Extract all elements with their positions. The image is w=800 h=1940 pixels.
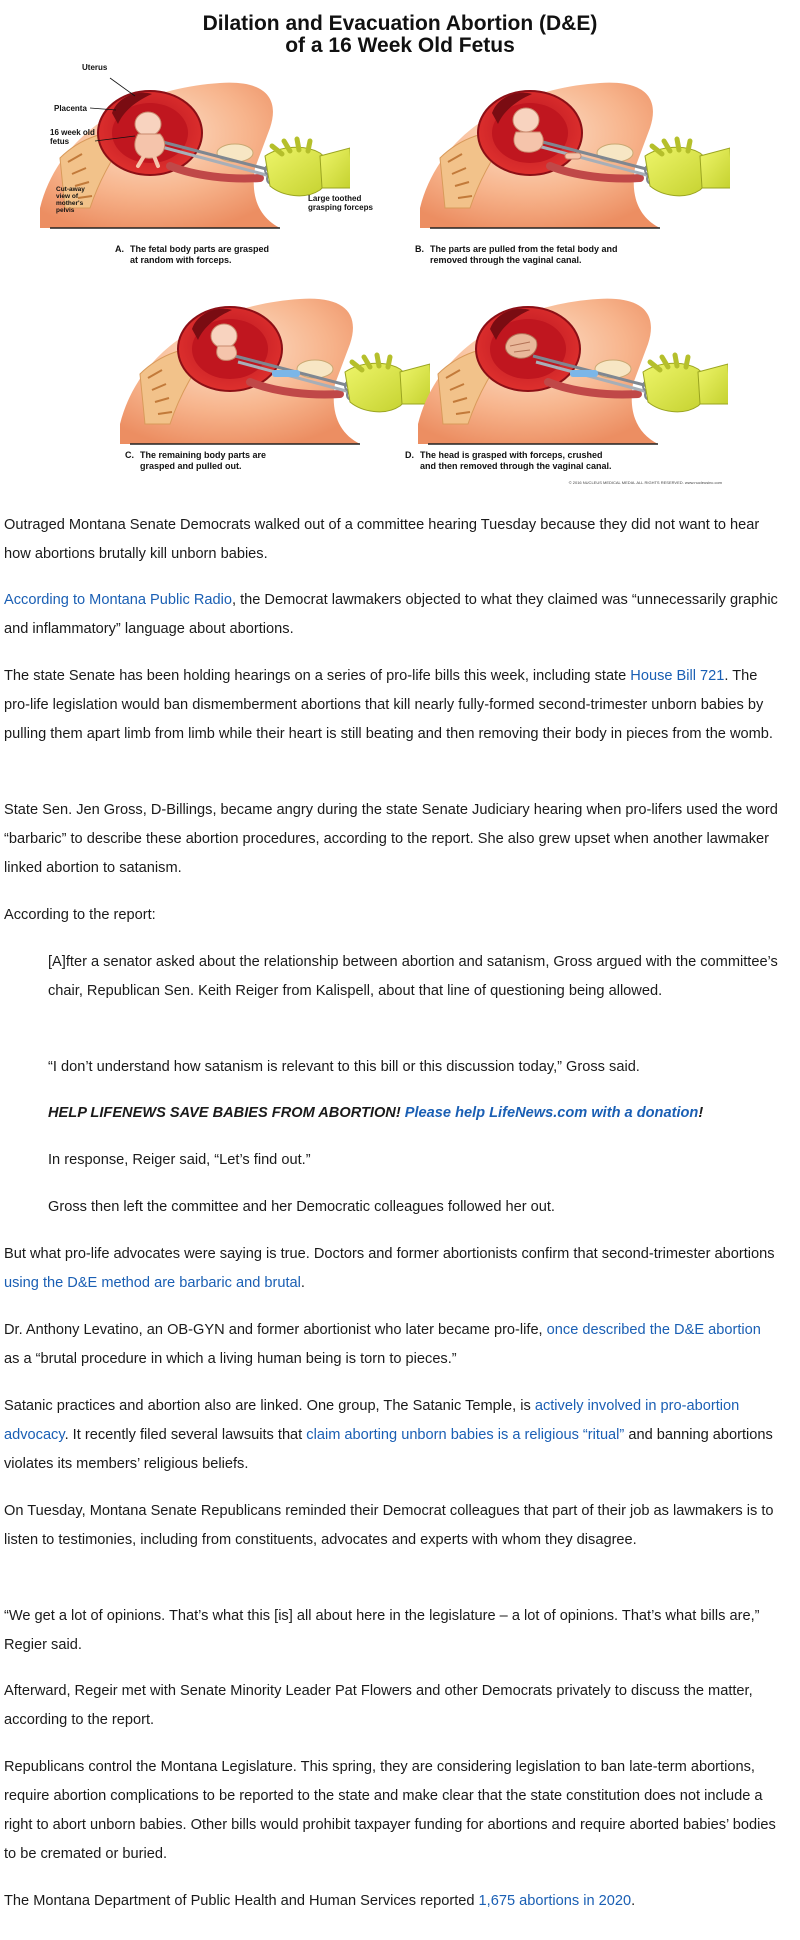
paragraph-5 [4, 901, 780, 930]
figure-title-line1: Dilation and Evacuation Abortion (D&E) [202, 12, 598, 35]
panel-c-illustration [100, 274, 430, 464]
paragraph-13-text-b: . [631, 1893, 636, 1909]
panel-c-caption: The remaining body parts are grasped and pulled out. [140, 450, 267, 471]
paragraph-8 [4, 1392, 780, 1479]
figure-copyright: © 2016 NUCLEUS MEDICAL MEDIA. ALL RIGHTS RESERVED. www.nucleusinc.com [568, 480, 722, 485]
religious-ritual-link[interactable]: claim aborting unborn babies is a religious “ritual” [306, 1427, 625, 1443]
paragraph-8-text-c: and banning abortions violates its members’ religious beliefs. [4, 1427, 773, 1472]
paragraph-8-text-a: Satanic practices and abortion also are linked. One group, The Satanic Temple, is [4, 1398, 535, 1414]
quote-2 [48, 1053, 784, 1082]
paragraph-6 [4, 1240, 780, 1298]
levatino-dne-link[interactable]: once described the D&E abortion [546, 1322, 761, 1338]
montana-public-radio-link[interactable]: According to Montana Public Radio [4, 592, 232, 608]
panel-d-caption: The head is grasped with forceps, crushed and then removed through the vaginal canal. [420, 450, 612, 471]
quote-5 [48, 1193, 784, 1222]
paragraph-7-text-a: Dr. Anthony Levatino, an OB-GYN and former abortionist who later became pro-life, [4, 1322, 547, 1338]
paragraph-2 [4, 586, 780, 644]
paragraph-3-text-a: The state Senate has been holding hearings on a series of pro-life bills this week, including state [4, 668, 631, 684]
paragraph-3 [4, 662, 780, 749]
figure-title-line2: of a 16 Week Old Fetus [285, 34, 515, 57]
label-fetus: 16 week old fetus [50, 128, 95, 146]
paragraph-2-text: , the Democrat lawmakers objected to what they claimed was “unnecessarily graphic and inflammatory” language about abortions. [4, 592, 778, 637]
panel-c-letter: C. [125, 450, 134, 460]
dne-barbaric-link[interactable]: using the D&E method are barbaric and brutal [4, 1275, 301, 1291]
quote-3 [48, 1099, 784, 1128]
panel-a-illustration [20, 58, 350, 248]
label-uterus: Uterus [82, 63, 108, 72]
panel-c [100, 274, 430, 471]
panel-b-letter: B. [415, 244, 424, 254]
paragraph-9-text: On Tuesday, Montana Senate Republicans reminded their Democrat colleagues that part of their job as lawmakers is to listen to testimonies, including from constituents, advocates and experts with whom they disagree. [4, 1503, 774, 1548]
panel-d-illustration [398, 274, 728, 464]
quote-1 [48, 948, 784, 1006]
label-forceps: Large toothed grasping forceps [308, 194, 373, 212]
paragraph-13-text-a: The Montana Department of Public Health and Human Services reported [4, 1893, 479, 1909]
panel-d [398, 274, 728, 471]
paragraph-4-text: State Sen. Jen Gross, D-Billings, became angry during the state Senate Judiciary hearing when pro-lifers used the word “barbaric” to describe these abortion procedures, according to the report. She also grew upset when another lawmaker linked abortion to satanism. [4, 802, 778, 876]
label-placenta: Placenta [54, 104, 87, 113]
quote-4 [48, 1146, 784, 1175]
paragraph-7-text-b: as a “brutal procedure in which a living human being is torn to pieces.” [4, 1351, 457, 1367]
quote-5-text: Gross then left the committee and her Democratic colleagues followed her out. [48, 1199, 555, 1215]
panel-b-illustration [400, 58, 730, 248]
label-pelvis: Cut-away view of mother's pelvis [56, 186, 85, 214]
quote-2-text: “I don’t understand how satanism is relevant to this bill or this discussion today,” Gross said. [48, 1059, 640, 1075]
help-lifenews-text: HELP LIFENEWS SAVE BABIES FROM ABORTION! [48, 1105, 401, 1121]
paragraph-5-text: According to the report: [4, 907, 156, 923]
abortions-2020-link[interactable]: 1,675 abortions in 2020 [478, 1893, 632, 1909]
paragraph-13 [4, 1887, 780, 1916]
donation-punctuation: ! [698, 1105, 704, 1121]
donation-link[interactable]: Please help LifeNews.com with a donation [404, 1105, 699, 1121]
panel-a [20, 58, 373, 265]
paragraph-6-text-b: . [300, 1275, 305, 1291]
quote-1-text: [A]fter a senator asked about the relationship between abortion and satanism, Gross argued with the committee’s chair, Republican Sen. Keith Reiger from Kalispell, about that line of questioning being allowed. [48, 954, 778, 999]
paragraph-9 [4, 1497, 780, 1555]
satanic-temple-advocacy-link[interactable]: actively involved in pro-abortion advocacy [4, 1398, 740, 1443]
paragraph-12-text: Republicans control the Montana Legislature. This spring, they are considering legislation to ban late-term abortions, require abortion complications to be reported to the state and make clear that the state constitution does not include a right to abort unborn babies. Other bills would prohibit taxpayer funding for abortions and require aborted babies’ bodies to be cremated or buried. [4, 1759, 776, 1862]
paragraph-11-text: Afterward, Regeir met with Senate Minority Leader Pat Flowers and other Democrats privately to discuss the matter, according to the report. [4, 1683, 753, 1728]
paragraph-12 [4, 1753, 780, 1869]
paragraph-3-text-b: . The pro-life legislation would ban dismemberment abortions that kill nearly fully-formed second-trimester unborn babies by pulling them apart limb from limb while their heart is still beating and then removing their body in pieces from the womb. [4, 668, 773, 742]
dne-illustration [0, 0, 800, 490]
paragraph-10 [4, 1602, 780, 1660]
panel-a-letter: A. [115, 244, 124, 254]
paragraph-7 [4, 1316, 780, 1374]
paragraph-8-text-b: . It recently filed several lawsuits that [64, 1427, 307, 1443]
quote-4-text: In response, Reiger said, “Let’s find out.” [48, 1152, 311, 1168]
paragraph-1-text: Outraged Montana Senate Democrats walked out of a committee hearing Tuesday because they did not want to hear how abortions brutally kill unborn babies. [4, 517, 760, 562]
panel-b-caption: The parts are pulled from the fetal body and removed through the vaginal canal. [430, 244, 618, 265]
panel-d-letter: D. [405, 450, 414, 460]
paragraph-10-text: “We get a lot of opinions. That’s what this [is] all about here in the legislature – a lot of opinions. That’s what bills are,” Regier said. [4, 1608, 760, 1653]
panel-b [400, 58, 730, 265]
house-bill-721-link[interactable]: House Bill 721 [630, 668, 725, 684]
paragraph-4 [4, 796, 780, 883]
paragraph-11 [4, 1677, 780, 1735]
paragraph-1 [4, 511, 780, 569]
panel-a-caption: The fetal body parts are grasped at random with forceps. [130, 244, 270, 265]
paragraph-6-text-a: But what pro-life advocates were saying is true. Doctors and former abortionists confirm that second-trimester abortions [4, 1246, 775, 1262]
